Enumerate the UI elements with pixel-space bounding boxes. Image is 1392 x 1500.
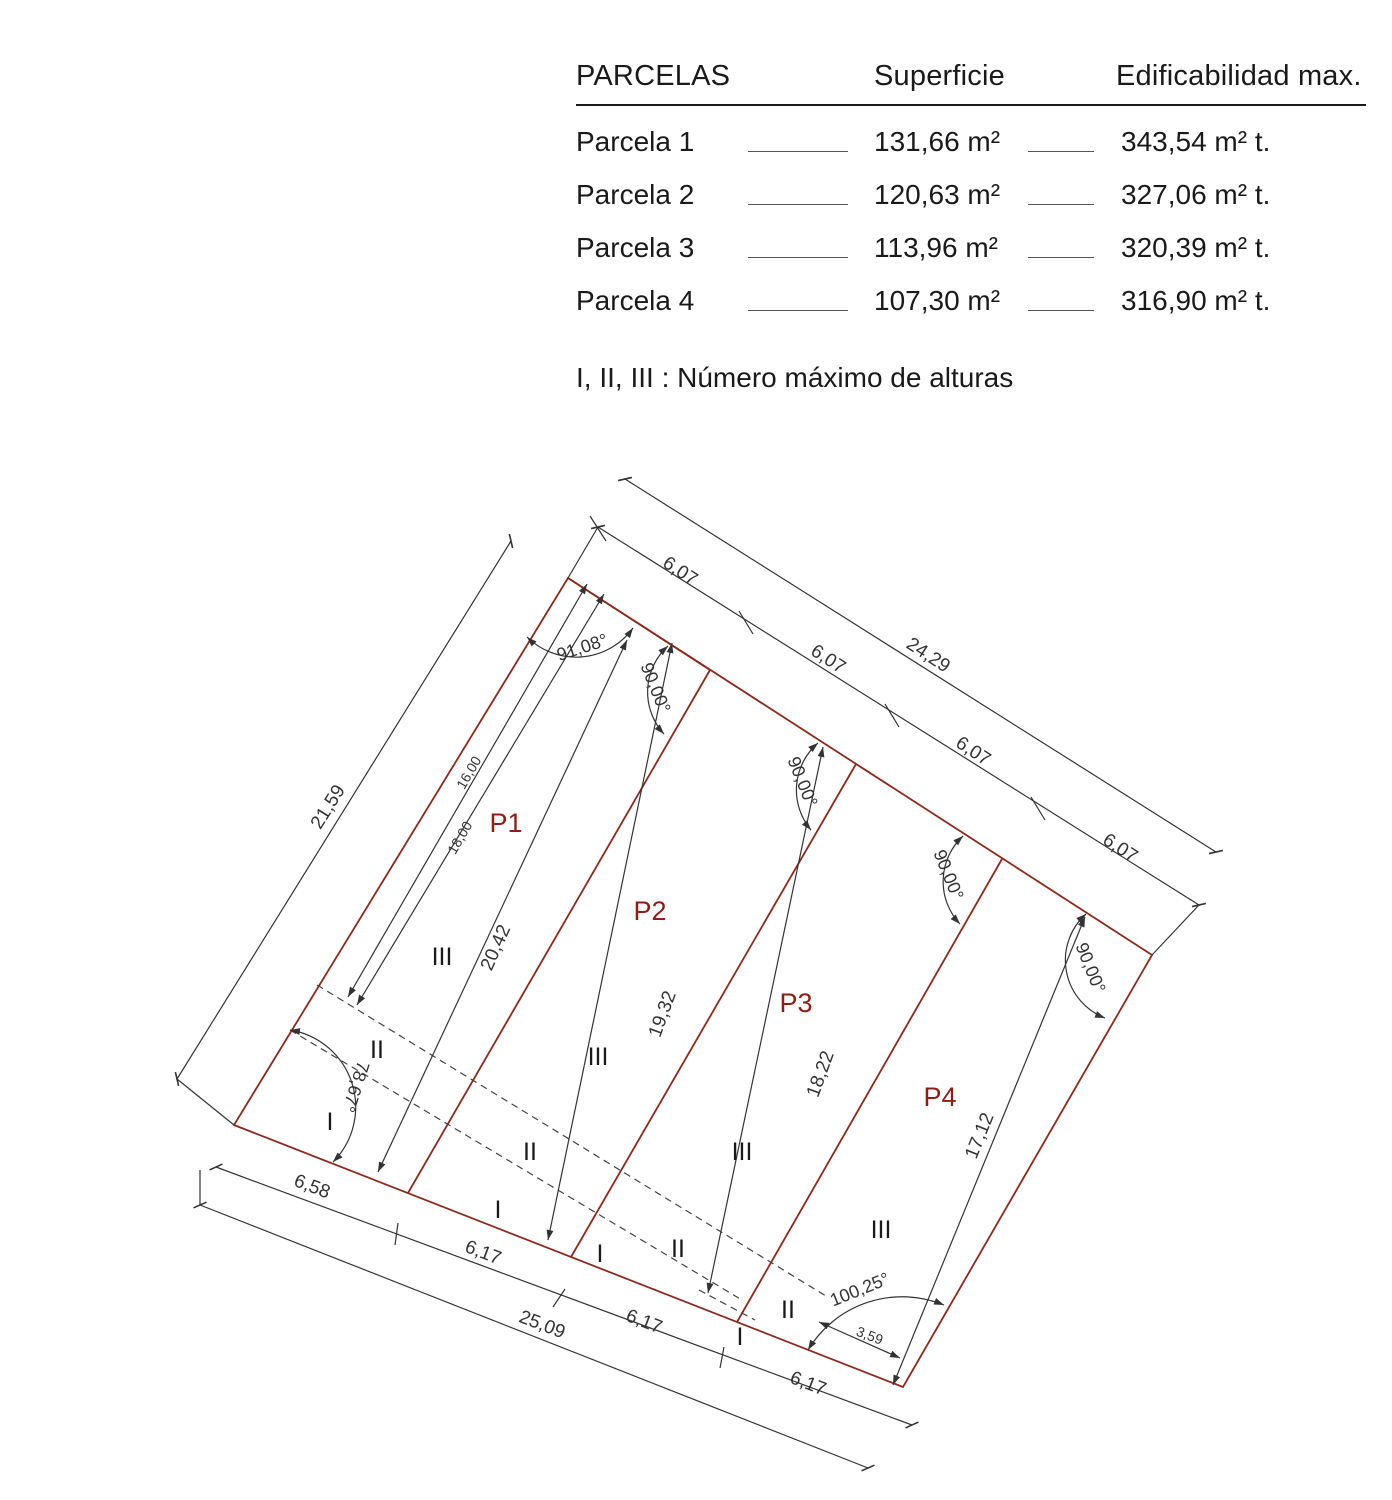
parcel-name: Parcela 3: [576, 232, 695, 263]
angle-label: 90,00°: [636, 659, 675, 716]
height-marker: III: [731, 1138, 753, 1166]
height-marker: II: [523, 1138, 537, 1166]
dim-line-p2: [548, 643, 672, 1240]
dim-top-segment-1: 6,07: [658, 552, 702, 591]
extension-line: [1152, 905, 1199, 955]
dim-p1-inner-a: 16,00: [452, 753, 485, 792]
parcel-buildability: 343,54 m² t.: [1121, 126, 1271, 157]
divider-p1-p2: [408, 670, 710, 1193]
angle-label: 90,00°: [1071, 939, 1110, 996]
dimension-labels: [291, 553, 1141, 1401]
parcel-buildability: 320,39 m² t.: [1121, 232, 1271, 263]
parcel-label: P2: [633, 896, 667, 926]
dim-small-offset: 3,59: [854, 1322, 886, 1348]
parcel-area: 131,66 m²: [874, 126, 1001, 157]
height-marker: I: [596, 1240, 604, 1268]
header-superficie: Superficie: [874, 60, 1005, 92]
dim-tick: [553, 1289, 565, 1307]
divider-p3-p4: [737, 859, 1002, 1322]
parcel-area: 113,96 m²: [874, 232, 998, 263]
dim-top-segment-3: 6,07: [951, 732, 995, 771]
height-marker: II: [781, 1296, 795, 1324]
angle-labels: [338, 630, 1109, 1311]
parcel-name: Parcela 4: [576, 285, 695, 316]
parcel-label: P1: [489, 808, 523, 838]
dim-line-top-total: [625, 479, 1216, 852]
parcel-label: P4: [923, 1082, 957, 1112]
dimension-lines: [177, 479, 1216, 1468]
header-edificabilidad: Edificabilidad max.: [1116, 60, 1362, 92]
dim-line-p3: [708, 747, 823, 1293]
extension-line: [177, 1079, 234, 1125]
dim-bottom-segment-2: 6,17: [461, 1236, 504, 1270]
angle-label: 100,25°: [827, 1268, 893, 1311]
angle-label: 90,00°: [929, 846, 968, 903]
height-marker: I: [494, 1196, 502, 1224]
dim-interior-p2: 19,32: [644, 988, 681, 1041]
header-parcelas: PARCELAS: [576, 60, 731, 92]
heights-legend: I, II, III : Número máximo de alturas: [576, 362, 1014, 393]
parcel-name: Parcela 1: [576, 126, 695, 157]
dim-line-p1-full: [378, 640, 627, 1172]
dim-tick: [1031, 797, 1045, 820]
height-marker: II: [671, 1235, 685, 1263]
parcel-name: Parcela 2: [576, 179, 695, 210]
parcel-label: P3: [779, 988, 813, 1018]
dim-bottom-segment-3: 6,17: [622, 1305, 665, 1339]
angle-label: 78,67°: [338, 1058, 374, 1115]
angle-label: 91,08°: [554, 629, 611, 665]
height-marker: III: [870, 1216, 892, 1244]
angle-arcs: [290, 628, 1105, 1350]
dim-bottom-total: 25,09: [516, 1306, 568, 1344]
dim-interior-p4: 17,12: [961, 1109, 999, 1162]
dim-interior-p1: 20,42: [476, 921, 516, 974]
dim-left-total: 21,59: [306, 781, 350, 833]
extension-line: [568, 527, 598, 578]
dim-top-total: 24,29: [902, 633, 954, 678]
dim-top-segment-4: 6,07: [1098, 829, 1142, 868]
dim-top-segment-2: 6,07: [806, 640, 850, 679]
dim-line-bottom-total: [200, 1205, 868, 1468]
height-marker: III: [587, 1043, 609, 1071]
height-marker: I: [736, 1323, 744, 1351]
parcel-labels: [489, 808, 956, 1112]
height-marker: II: [370, 1036, 384, 1064]
parcel-buildability: 316,90 m² t.: [1121, 285, 1271, 316]
height-marker: III: [431, 943, 453, 971]
parcel-area: 107,30 m²: [874, 285, 1001, 316]
dim-p1-inner-b: 18,00: [443, 818, 476, 857]
dim-bottom-segment-1: 6,58: [290, 1170, 333, 1204]
parcel-area: 120,63 m²: [874, 179, 1001, 210]
angle-label: 90,00°: [783, 753, 822, 810]
dim-line-left-total: [177, 541, 511, 1079]
dim-tick: [720, 1347, 724, 1368]
dim-interior-p3: 18,22: [802, 1048, 839, 1101]
dim-bottom-segment-4: 6,17: [786, 1367, 829, 1401]
parcel-boundaries: [234, 578, 1152, 1387]
dim-line-p4: [893, 917, 1085, 1385]
parcel-buildability: 327,06 m² t.: [1121, 179, 1271, 210]
height-marker: I: [326, 1108, 334, 1136]
